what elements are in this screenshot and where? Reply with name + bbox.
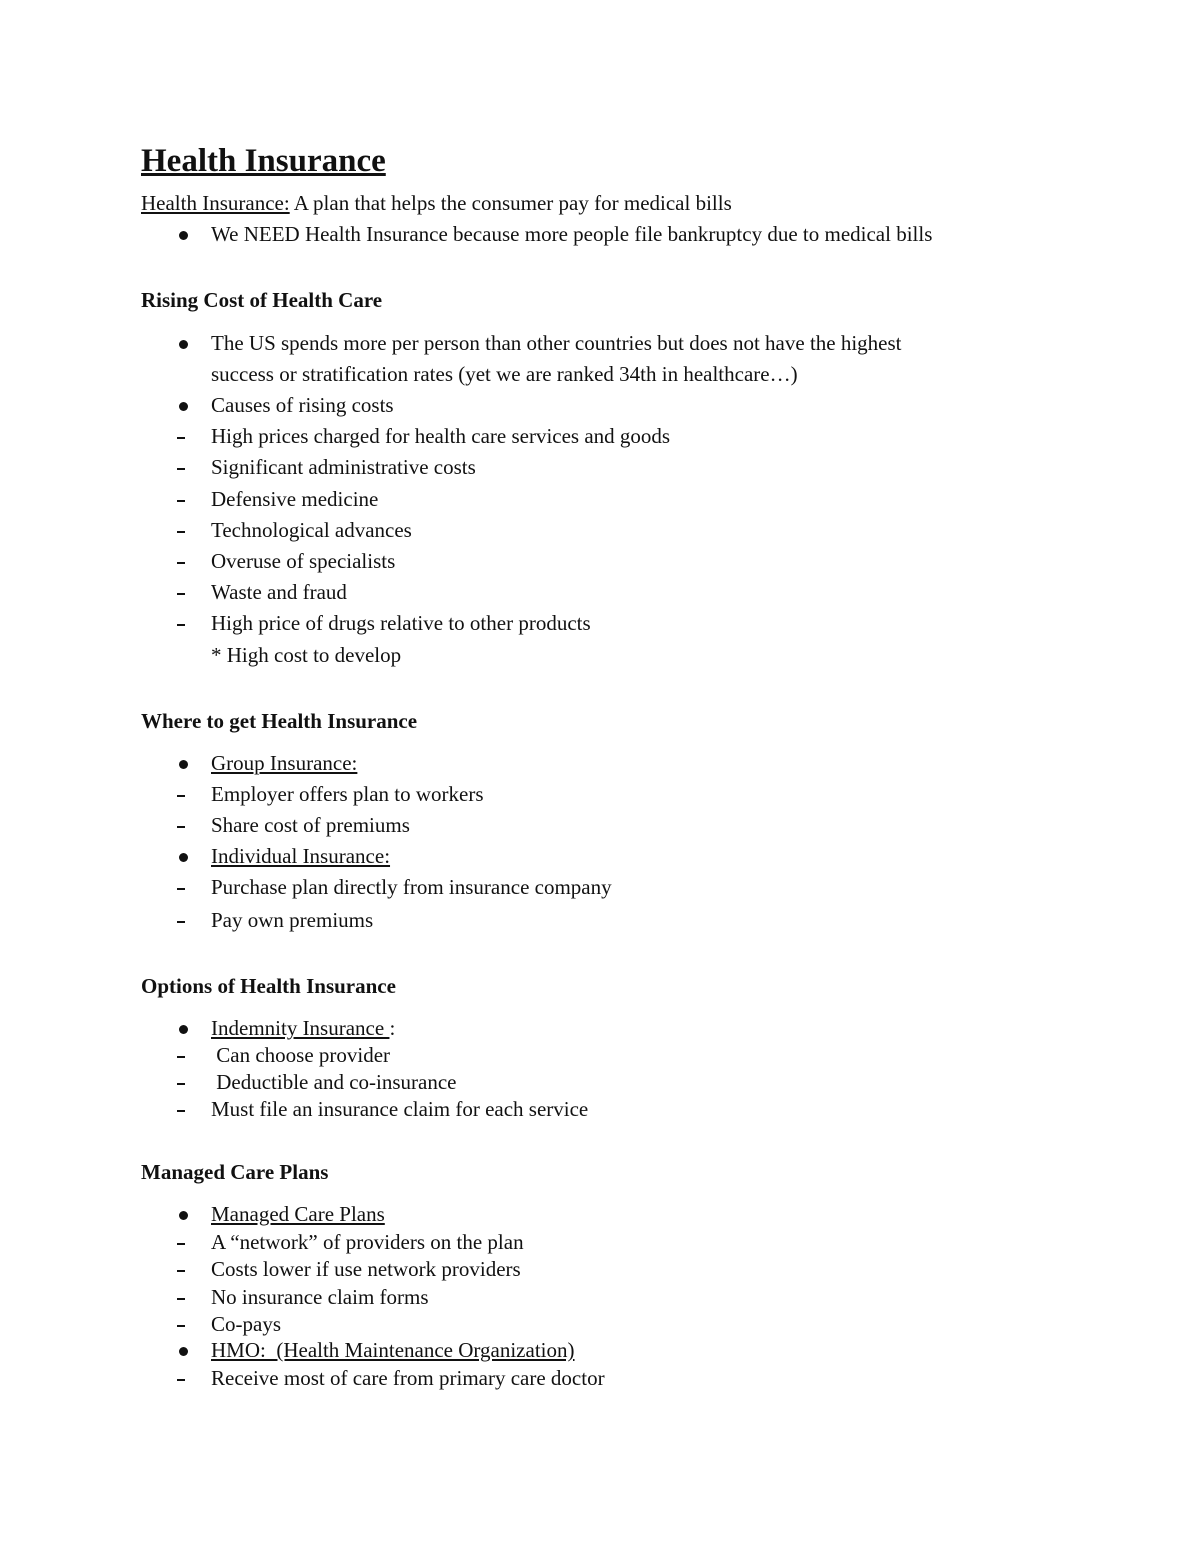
rising-note: * High cost to develop — [211, 643, 402, 667]
rising-bullet2: Causes of rising costs — [211, 393, 394, 417]
list-item: Costs lower if use network providers — [211, 1257, 521, 1281]
group-insurance-label: Group Insurance: — [211, 751, 358, 775]
list-item: High price of drugs relative to other products — [211, 611, 591, 635]
list-item: Co-pays — [211, 1312, 281, 1336]
where-heading: Where to get Health Insurance — [141, 709, 418, 733]
bullet-icon — [179, 402, 188, 411]
list-item: Share cost of premiums — [211, 813, 410, 837]
page-title: Health Insurance — [141, 143, 386, 179]
dash-icon — [177, 562, 185, 564]
bullet-icon — [179, 340, 188, 349]
indemnity-label — [211, 1014, 395, 1042]
dash-icon — [177, 1083, 185, 1085]
dash-icon — [177, 437, 185, 439]
list-item: Significant administrative costs — [211, 455, 476, 479]
list-item: Overuse of specialists — [211, 549, 396, 573]
dash-icon — [177, 1243, 185, 1245]
bullet-icon — [179, 853, 188, 862]
indemnity-suffix: : — [389, 1016, 396, 1040]
dash-icon — [177, 795, 185, 797]
bullet-icon — [179, 1211, 188, 1220]
intro-bullet: We NEED Health Insurance because more people file bankruptcy due to medical bills — [211, 222, 933, 246]
dash-icon — [177, 593, 185, 595]
dash-icon — [177, 531, 185, 533]
list-item: Pay own premiums — [211, 908, 374, 932]
list-item: High prices charged for health care services and goods — [211, 424, 671, 448]
dash-icon — [177, 1379, 185, 1381]
rising-bullet1-line1: The US spends more per person than other countries but does not have the highest — [211, 331, 902, 355]
dash-icon — [177, 500, 185, 502]
dash-icon — [177, 1325, 185, 1327]
hmo-label: HMO: (Health Maintenance Organization) — [211, 1338, 575, 1362]
intro-definition — [141, 189, 732, 217]
dash-icon — [177, 624, 185, 626]
list-item: Must file an insurance claim for each service — [211, 1097, 589, 1121]
dash-icon — [177, 1298, 185, 1300]
dash-icon — [177, 826, 185, 828]
list-item: Waste and fraud — [211, 580, 347, 604]
list-item: Employer offers plan to workers — [211, 782, 484, 806]
bullet-icon — [179, 1025, 188, 1034]
list-item: Deductible and co-insurance — [211, 1070, 457, 1094]
dash-icon — [177, 1056, 185, 1058]
bullet-icon — [179, 760, 188, 769]
list-item: A “network” of providers on the plan — [211, 1230, 524, 1254]
dash-icon — [177, 921, 185, 923]
list-item: Receive most of care from primary care doctor — [211, 1366, 605, 1390]
managed-heading: Managed Care Plans — [141, 1160, 329, 1184]
list-item: Technological advances — [211, 518, 412, 542]
options-heading: Options of Health Insurance — [141, 974, 396, 998]
managed-plans-label: Managed Care Plans — [211, 1202, 385, 1226]
list-item: No insurance claim forms — [211, 1285, 429, 1309]
list-item: Purchase plan directly from insurance company — [211, 875, 612, 899]
dash-icon — [177, 888, 185, 890]
dash-icon — [177, 468, 185, 470]
indemnity-term: Indemnity Insurance — [211, 1016, 390, 1040]
intro-term: Health Insurance: — [141, 191, 290, 215]
dash-icon — [177, 1270, 185, 1272]
list-item: Defensive medicine — [211, 487, 379, 511]
bullet-icon — [179, 1347, 188, 1356]
intro-definition-text: A plan that helps the consumer pay for medical bills — [289, 191, 732, 215]
individual-insurance-label: Individual Insurance: — [211, 844, 391, 868]
rising-heading: Rising Cost of Health Care — [141, 288, 383, 312]
rising-bullet1-line2: success or stratification rates (yet we are ranked 34th in healthcare…) — [211, 362, 798, 386]
list-item: Can choose provider — [211, 1043, 391, 1067]
bullet-icon — [179, 231, 188, 240]
dash-icon — [177, 1110, 185, 1112]
